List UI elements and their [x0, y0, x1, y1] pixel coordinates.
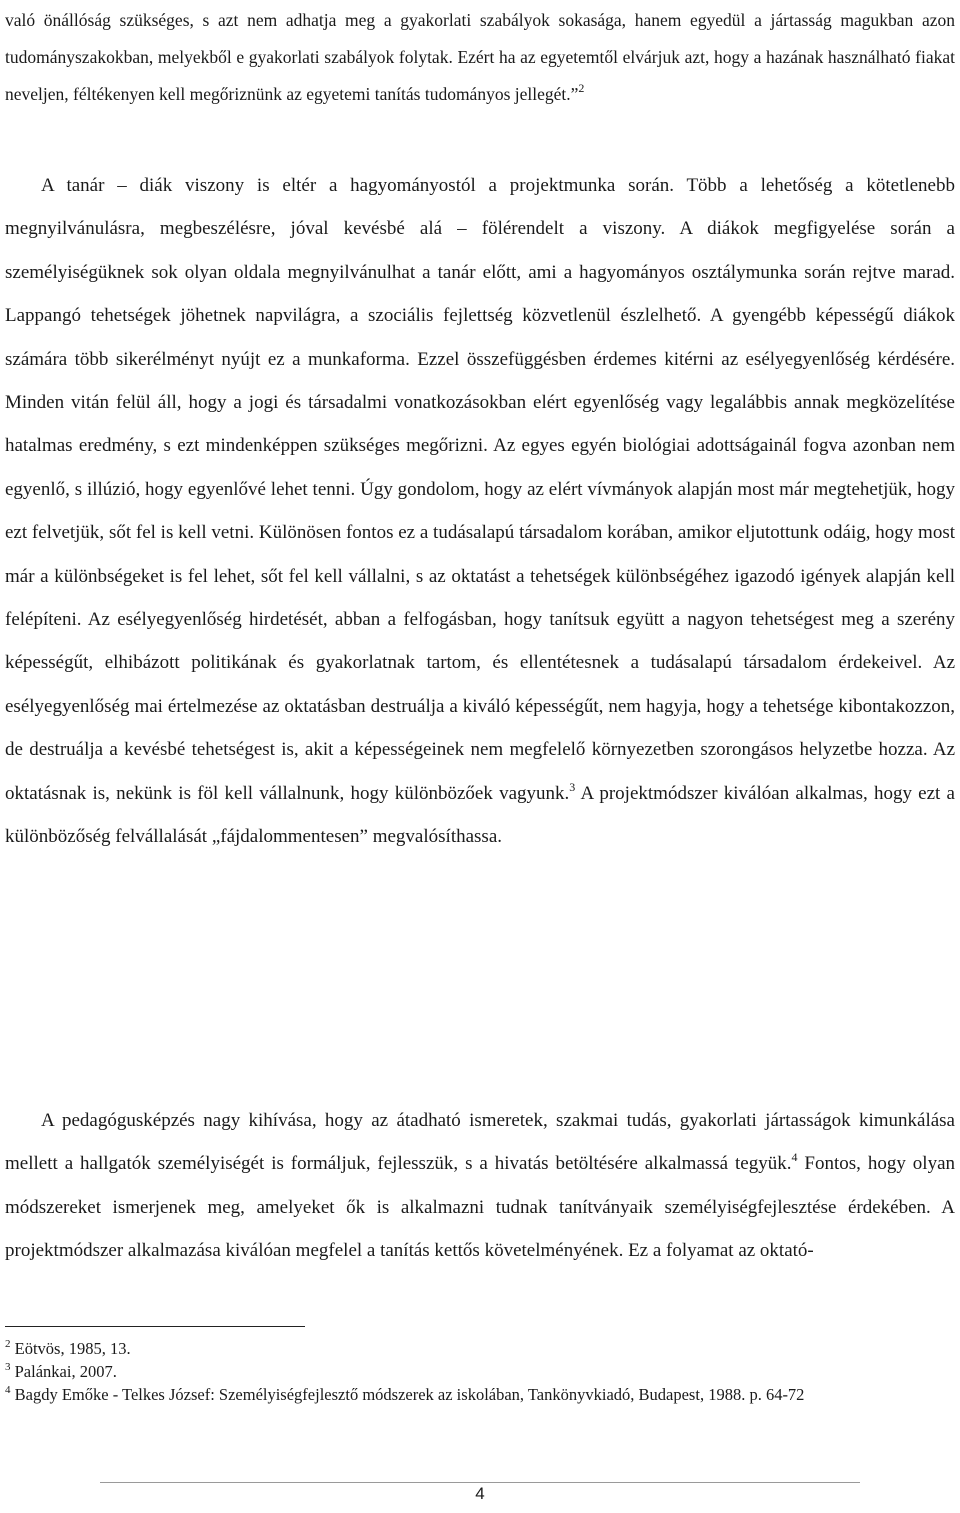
footnote-mark: 2	[5, 1338, 11, 1350]
paragraph-last-text-a: A pedagógusképzés nagy kihívása, hogy az átadható ismeretek, szakmai tudás, gyakorlati jártasságok kimunkálása mellett a hallgatók személyiségét is formáljuk, fejlesszük, s a hivatás betöltésére alkalmassá tegyük.	[5, 1110, 955, 1175]
paragraph-last	[5, 1099, 955, 1273]
footnotes	[5, 1337, 960, 1406]
footnote-ref-2: 2	[578, 81, 585, 96]
footnote-separator	[5, 1326, 305, 1327]
paragraph-main-text-b: A projektmódszer kiválóan alkalmas, hogy ezt a különbözőség felvállalását „fájdalommentesen” megvalósíthassa.	[5, 782, 955, 848]
page-number: 4	[475, 1484, 485, 1503]
paragraph-main	[5, 164, 955, 859]
footnote-4	[5, 1383, 960, 1406]
paragraph-intro	[5, 2, 955, 114]
footnote-text: Palánkai, 2007.	[14, 1362, 117, 1381]
footnote-text: Eötvös, 1985, 13.	[14, 1339, 131, 1358]
page-footer-rule	[100, 1482, 860, 1483]
paragraph-last-text-b: Fontos, hogy olyan módszereket ismerjenek meg, amelyeket ők is alkalmazni tudnak tanítványaik személyiségfejlesztése érdekében. A projektmódszer alkalmazása kiválóan megfelel a tanítás kettős követelményének. Ez a folyamat az oktató-	[5, 1153, 956, 1262]
footnote-3	[5, 1360, 960, 1383]
footnote-text: Bagdy Emőke - Telkes József: Személyiségfejlesztő módszerek az iskolában, Tankönyvkiadó, Budapest, 1988. p. 64-72	[14, 1385, 805, 1404]
footnote-ref-3: 3	[569, 779, 576, 794]
footnote-mark: 4	[5, 1384, 11, 1396]
paragraph-intro-text: való önállóság szükséges, s azt nem adhatja meg a gyakorlati szabályok sokasága, hanem egyedül a jártasság magukban azon tudományszakokban, melyekből e gyakorlati szabályok folytak. Ezért ha az egyetemtől elvárjuk azt, hogy a hazának használható fiakat neveljen, féltékenyen kell megőriznünk az egyetemi tanítás tudományos jellegét.”	[5, 10, 955, 105]
footnote-2	[5, 1337, 960, 1360]
footnote-mark: 3	[5, 1361, 11, 1373]
paragraph-main-text-a: A tanár – diák viszony is eltér a hagyományostól a projektmunka során. Több a lehetőség a kötetlenebb megnyilvánulásra, megbeszélésre, jóval kevésbé alá – fölérendelt a viszony. A diákok megfigyelése során a személyiségüknek sok olyan oldala megnyilvánulhat a tanár előtt, ami a hagyományos osztálymunka során rejtve marad. Lappangó tehetségek jöhetnek napvilágra, a szociális fejlettség közvetlenül észlelhető. A gyengébb képességű diákok számára több sikerélményt nyújt ez a munkaforma. Ezzel összefüggésben érdemes kitérni az esélyegyenlőség kérdésére. Minden vitán felül áll, hogy a jogi és társadalmi vonatkozásokban elért egyenlőség vagy legalábbis annak megközelítése hatalmas eredmény, s ezt mindenképpen szükséges megőrizni. Az egyes egyén biológiai adottságainál fogva azonban nem egyenlő, s illúzió, hogy egyenlővé lehet tenni. Úgy gondolom, hogy az elért vívmányok alapján most már megtehetjük, hogy ezt felvetjük, sőt fel is kell vetni. Különösen fontos ez a tudásalapú társadalom korában, amikor eljutottunk odáig, hogy most már a különbségeket is fel lehet, sőt fel kell vállalni, s az oktatást a tehetségek különbségéhez igazodó igények alapján kell felépíteni. Az esélyegyenlőség hirdetését, abban a felfogásban, hogy tanítsuk együtt a nagyon tehetségest meg a szerény képességűt, elhibázott politikának és gyakorlatnak tartom, és ellentétesnek a tudásalapú társadalom érdekeivel. Az esélyegyenlőség mai értelmezése az oktatásban destruálja a kiváló képességűt, nem hagyja, hogy a tehetsége kibontakozzon, de destruálja a kevésbé tehetségest is, akit a képességeinek nem megfelelő környezetben szorongásos helyzetbe hozza. Az oktatásnak is, nekünk is föl kell vállalnunk, hogy különbözőek vagyunk.	[5, 175, 955, 804]
footnote-ref-4: 4	[791, 1150, 798, 1165]
